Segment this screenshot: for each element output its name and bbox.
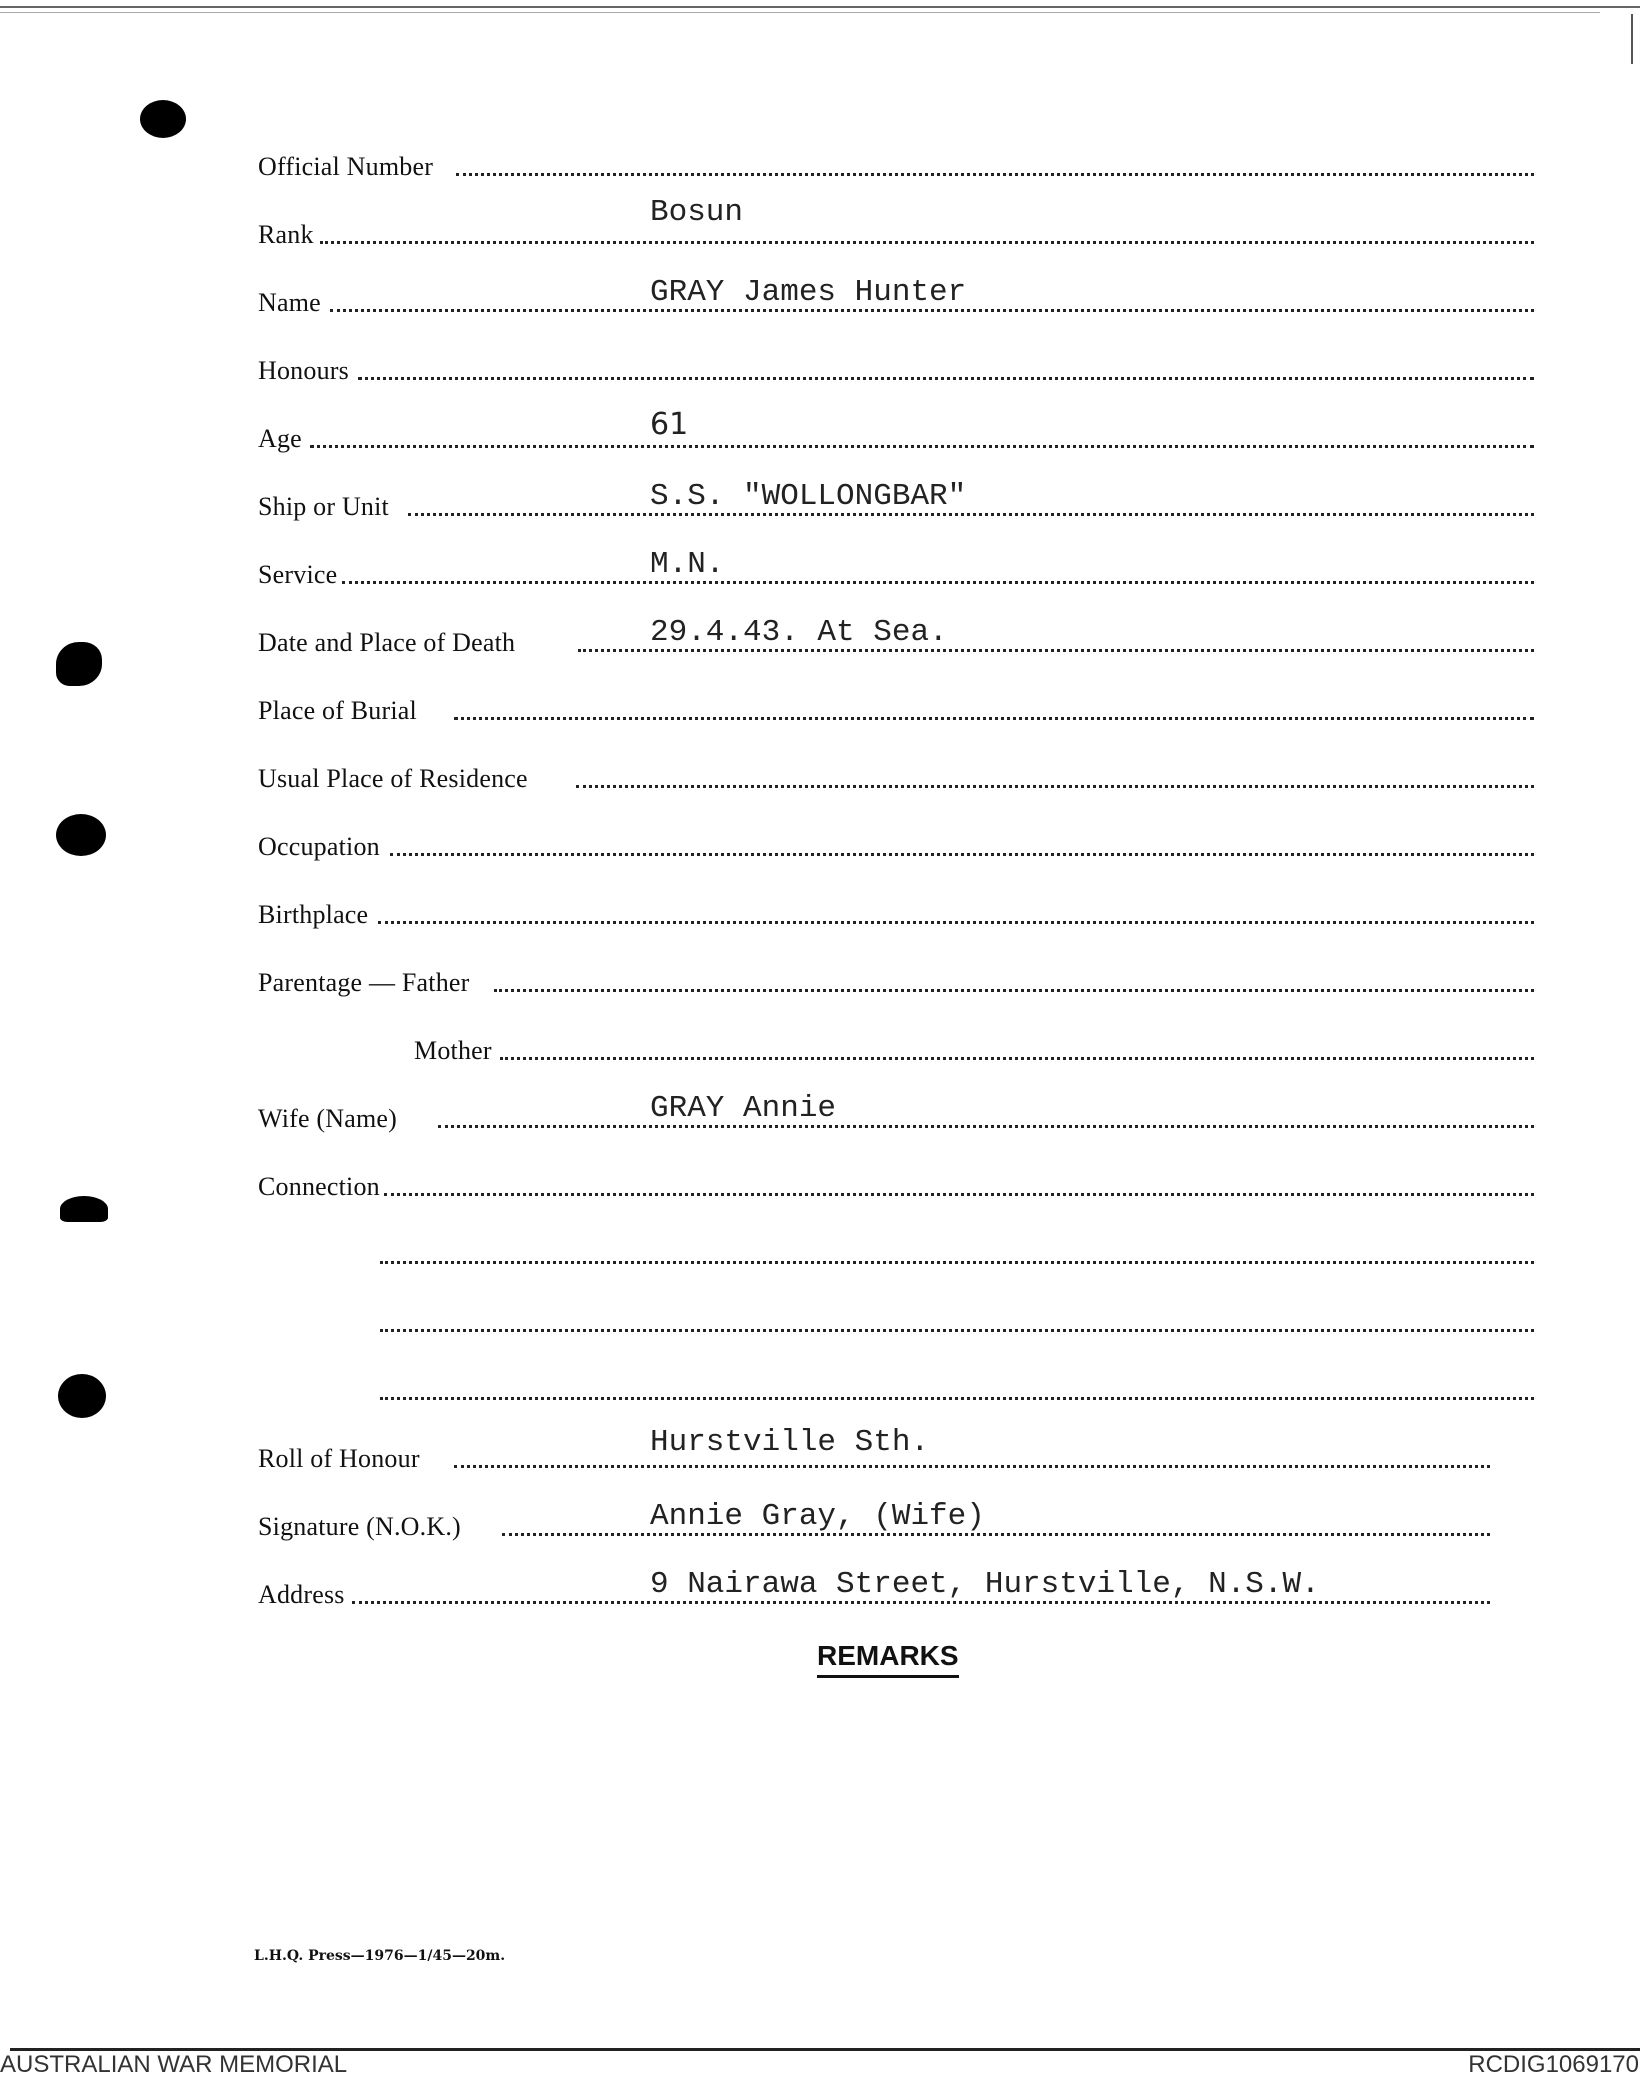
field-dotted-line bbox=[380, 1329, 1534, 1332]
field-label: Age bbox=[258, 424, 302, 453]
field-signature-nok bbox=[258, 1500, 1490, 1540]
field-label: Birthplace bbox=[258, 900, 369, 929]
field-name bbox=[258, 276, 1534, 316]
field-label: Roll of Honour bbox=[258, 1444, 420, 1473]
field-connection bbox=[258, 1160, 1534, 1200]
field-connection-line-4 bbox=[258, 1364, 1534, 1404]
field-label: Usual Place of Residence bbox=[258, 764, 528, 793]
field-dotted-line bbox=[408, 513, 1534, 516]
field-dotted-line bbox=[384, 1193, 1534, 1196]
field-label: Connection bbox=[258, 1172, 380, 1201]
field-value: 61 bbox=[650, 407, 689, 442]
field-honours bbox=[258, 344, 1534, 384]
field-connection-line-2 bbox=[258, 1228, 1534, 1268]
field-address bbox=[258, 1568, 1490, 1608]
remarks-heading: REMARKS bbox=[817, 1640, 959, 1678]
field-label: Signature (N.O.K.) bbox=[258, 1512, 461, 1541]
field-label: Name bbox=[258, 288, 321, 317]
field-ship-or-unit bbox=[258, 480, 1534, 520]
field-value: GRAY James Hunter bbox=[650, 275, 967, 310]
field-label: Date and Place of Death bbox=[258, 628, 516, 657]
field-value: M.N. bbox=[650, 547, 725, 582]
field-birthplace bbox=[258, 888, 1534, 928]
field-dotted-line bbox=[500, 1057, 1534, 1060]
field-value: GRAY Annie bbox=[650, 1091, 837, 1126]
field-value: Bosun bbox=[650, 195, 744, 230]
printer-mark: L.H.Q. Press—1976—1/45—20m. bbox=[254, 1948, 506, 1964]
field-roll-of-honour bbox=[258, 1425, 1490, 1473]
field-value: 9 Nairawa Street, Hurstville, N.S.W. bbox=[650, 1567, 1320, 1602]
field-label: Honours bbox=[258, 356, 349, 385]
field-label: Parentage — Father bbox=[258, 968, 470, 997]
field-dotted-line bbox=[380, 1261, 1534, 1264]
field-label: Service bbox=[258, 560, 338, 589]
field-label: Mother bbox=[414, 1036, 492, 1065]
field-usual-residence bbox=[258, 752, 1534, 792]
field-parentage-father bbox=[258, 956, 1534, 996]
field-rank bbox=[258, 195, 1534, 249]
field-dotted-line bbox=[454, 717, 1534, 720]
field-value: S.S. "WOLLONGBAR" bbox=[650, 479, 967, 514]
field-dotted-line bbox=[378, 921, 1534, 924]
field-service bbox=[258, 548, 1534, 588]
field-label: Official Number bbox=[258, 152, 434, 181]
field-wife-name bbox=[258, 1092, 1534, 1132]
field-dotted-line bbox=[310, 445, 1534, 448]
field-connection-line-3 bbox=[258, 1296, 1534, 1336]
field-label: Occupation bbox=[258, 832, 380, 861]
field-dotted-line bbox=[342, 581, 1534, 584]
footer-record-id: RCDIG1069170 bbox=[1468, 2051, 1639, 2078]
field-dotted-line bbox=[390, 853, 1534, 856]
field-dotted-line bbox=[576, 785, 1534, 788]
field-label: Wife (Name) bbox=[258, 1104, 398, 1133]
field-dotted-line bbox=[320, 241, 1534, 244]
field-dotted-line bbox=[454, 1465, 1490, 1468]
footer-archive-name: AUSTRALIAN WAR MEMORIAL bbox=[0, 2051, 348, 2078]
field-dotted-line bbox=[494, 989, 1534, 992]
field-dotted-line bbox=[380, 1397, 1534, 1400]
field-label: Rank bbox=[258, 220, 314, 249]
field-occupation bbox=[258, 820, 1534, 860]
field-value: Annie Gray, (Wife) bbox=[650, 1499, 985, 1534]
field-label: Place of Burial bbox=[258, 696, 417, 725]
field-age bbox=[258, 407, 1534, 453]
field-value: Hurstville Sth. bbox=[650, 1425, 930, 1460]
field-value: 29.4.43. At Sea. bbox=[650, 615, 948, 650]
field-dotted-line bbox=[358, 377, 1534, 380]
field-label: Ship or Unit bbox=[258, 492, 389, 521]
field-place-of-burial bbox=[258, 684, 1534, 724]
field-date-place-of-death bbox=[258, 616, 1534, 656]
field-dotted-line bbox=[456, 173, 1534, 176]
field-dotted-line bbox=[438, 1125, 1534, 1128]
field-official-number bbox=[258, 140, 1534, 180]
field-label: Address bbox=[258, 1580, 345, 1609]
field-parentage-mother bbox=[258, 1024, 1534, 1064]
